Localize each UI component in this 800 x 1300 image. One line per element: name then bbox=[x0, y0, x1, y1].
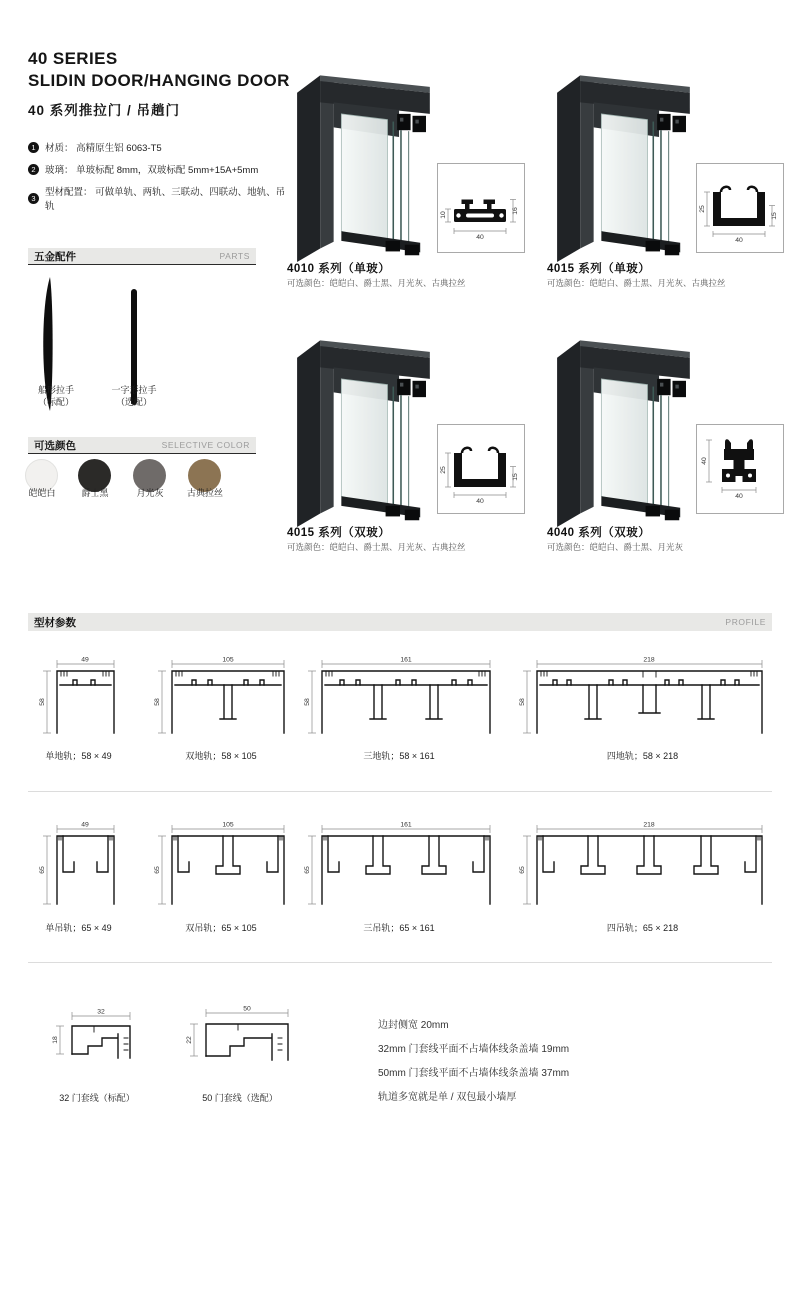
svg-text:49: 49 bbox=[81, 821, 89, 829]
spec-text: 材质： 高精原生铝 6063-T5 bbox=[45, 143, 162, 154]
profile-cross-section bbox=[438, 425, 522, 511]
door-render-image bbox=[285, 60, 440, 262]
casing-caption: 32 门套线（标配） bbox=[59, 1093, 135, 1103]
casing-diagram-50 bbox=[178, 998, 302, 1086]
spec-number-badge: 2 bbox=[28, 164, 39, 175]
svg-text:49: 49 bbox=[81, 656, 89, 664]
svg-text:218: 218 bbox=[643, 821, 655, 829]
door-render-image bbox=[545, 60, 700, 262]
spec-text: 玻璃： 单玻标配 8mm，双玻标配 5mm+15A+5mm bbox=[45, 165, 259, 176]
handle-name: 船形拉手 bbox=[37, 385, 74, 395]
svg-text:25: 25 bbox=[440, 466, 447, 474]
spec-text: 型材配置： 可做单轨、两轨、三联动、四联动、地轨、吊轨 bbox=[45, 187, 286, 212]
handle-name: 一字形拉手 bbox=[111, 385, 157, 395]
color-label: 爵士黑 bbox=[81, 488, 109, 498]
spec-list bbox=[28, 140, 288, 220]
color-label: 月光灰 bbox=[136, 488, 164, 498]
spec-item bbox=[28, 184, 288, 212]
note-line: 边封侧宽 20mm bbox=[378, 1020, 449, 1031]
svg-text:105: 105 bbox=[222, 821, 234, 829]
hanging-rail-diagram-4 bbox=[515, 820, 770, 912]
rail-caption: 单吊轨；65 × 49 bbox=[45, 923, 112, 933]
handle-caption bbox=[104, 384, 164, 408]
profile-title: 型材参数 bbox=[34, 616, 76, 629]
profile-cross-section-box bbox=[696, 424, 784, 514]
rail-caption: 三吊轨；65 × 161 bbox=[363, 923, 435, 933]
svg-text:58: 58 bbox=[304, 698, 311, 706]
parts-subtitle: PARTS bbox=[219, 251, 250, 261]
notes-block bbox=[378, 1014, 569, 1110]
section-divider bbox=[28, 962, 772, 963]
svg-text:161: 161 bbox=[400, 656, 412, 664]
hanging-rail-diagram-3 bbox=[300, 820, 498, 912]
svg-text:18: 18 bbox=[52, 1036, 59, 1044]
svg-text:15: 15 bbox=[512, 473, 519, 481]
svg-text:105: 105 bbox=[222, 656, 234, 664]
svg-text:65: 65 bbox=[39, 866, 46, 874]
parts-title: 五金配件 bbox=[34, 250, 76, 263]
hanging-rail-diagram-2 bbox=[150, 820, 292, 912]
product-colors-caption: 可选颜色：皑皑白、爵士黑、月光灰、古典拉丝 bbox=[547, 278, 726, 288]
ground-rail-diagram-2 bbox=[150, 655, 292, 741]
page-title-cn: 40 系列推拉门 / 吊趟门 bbox=[28, 103, 181, 118]
profile-cross-section bbox=[438, 164, 522, 250]
svg-text:15: 15 bbox=[771, 212, 778, 220]
svg-text:10: 10 bbox=[440, 211, 447, 219]
svg-text:32: 32 bbox=[97, 1008, 105, 1016]
spec-number-badge: 1 bbox=[28, 142, 39, 153]
svg-text:65: 65 bbox=[519, 866, 526, 874]
svg-text:22: 22 bbox=[186, 1036, 193, 1044]
handle-note: （标配） bbox=[37, 397, 74, 407]
spec-item bbox=[28, 140, 288, 154]
rail-caption: 双吊轨；65 × 105 bbox=[185, 923, 257, 933]
spec-number-badge: 3 bbox=[28, 193, 39, 204]
profile-cross-section bbox=[697, 425, 781, 511]
door-render-image bbox=[545, 325, 700, 527]
svg-text:40: 40 bbox=[735, 237, 743, 244]
svg-text:58: 58 bbox=[519, 698, 526, 706]
svg-text:50: 50 bbox=[243, 1005, 251, 1013]
profile-cross-section-box bbox=[696, 163, 784, 253]
color-label: 皑皑白 bbox=[28, 488, 56, 498]
rail-caption: 三地轨；58 × 161 bbox=[363, 751, 435, 761]
product-title: 4010 系列（单玻） bbox=[287, 263, 391, 275]
casing-caption: 50 门套线（选配） bbox=[202, 1093, 278, 1103]
svg-text:16: 16 bbox=[512, 207, 519, 215]
note-line: 轨道多宽就是单 / 双包最小墙厚 bbox=[378, 1092, 517, 1103]
color-label: 古典拉丝 bbox=[186, 488, 223, 498]
profile-subtitle: PROFILE bbox=[725, 617, 766, 627]
svg-text:65: 65 bbox=[154, 866, 161, 874]
casing-diagram-32 bbox=[42, 1002, 142, 1086]
spec-item bbox=[28, 162, 288, 176]
handle-note: （选配） bbox=[115, 397, 152, 407]
colors-subtitle: SELECTIVE COLOR bbox=[161, 440, 250, 450]
product-colors-caption: 可选颜色：皑皑白、爵士黑、月光灰、古典拉丝 bbox=[287, 542, 466, 552]
product-title: 4040 系列（双玻） bbox=[547, 527, 651, 539]
colors-title: 可选颜色 bbox=[34, 439, 76, 452]
product-title: 4015 系列（双玻） bbox=[287, 527, 391, 539]
handle-caption bbox=[26, 384, 86, 408]
profile-cross-section-box bbox=[437, 424, 525, 514]
profile-section-header bbox=[28, 613, 772, 631]
svg-text:40: 40 bbox=[476, 234, 484, 241]
section-divider bbox=[28, 791, 772, 792]
parts-section-header bbox=[28, 248, 256, 265]
svg-text:25: 25 bbox=[699, 205, 706, 213]
rail-caption: 双地轨；58 × 105 bbox=[185, 751, 257, 761]
rail-caption: 四地轨；58 × 218 bbox=[606, 751, 679, 761]
profile-cross-section-box bbox=[437, 163, 525, 253]
rail-caption: 四吊轨；65 × 218 bbox=[606, 923, 679, 933]
product-title: 4015 系列（单玻） bbox=[547, 263, 651, 275]
profile-cross-section bbox=[697, 164, 781, 250]
ground-rail-diagram-1 bbox=[35, 655, 122, 741]
note-line: 50mm 门套线平面不占墙体线条盖墙 37mm bbox=[378, 1068, 570, 1079]
svg-text:58: 58 bbox=[39, 698, 46, 706]
svg-text:40: 40 bbox=[476, 498, 484, 505]
page-title-block bbox=[28, 48, 290, 119]
rail-caption: 单地轨；58 × 49 bbox=[45, 751, 112, 761]
note-line: 32mm 门套线平面不占墙体线条盖墙 19mm bbox=[378, 1044, 570, 1055]
svg-text:40: 40 bbox=[735, 493, 743, 500]
ground-rail-diagram-4 bbox=[515, 655, 770, 741]
svg-text:58: 58 bbox=[154, 698, 161, 706]
page-title-en-2: SLIDIN DOOR/HANGING DOOR bbox=[28, 71, 290, 90]
hanging-rail-diagram-1 bbox=[35, 820, 122, 912]
colors-section-header bbox=[28, 437, 256, 454]
svg-text:65: 65 bbox=[304, 866, 311, 874]
page-title-en-1: 40 SERIES bbox=[28, 49, 118, 68]
door-render-image bbox=[285, 325, 440, 527]
svg-text:40: 40 bbox=[701, 457, 708, 465]
product-colors-caption: 可选颜色：皑皑白、爵士黑、月光灰、古典拉丝 bbox=[287, 278, 466, 288]
product-colors-caption: 可选颜色：皑皑白、爵士黑、月光灰 bbox=[547, 542, 684, 552]
svg-text:218: 218 bbox=[643, 656, 655, 664]
ground-rail-diagram-3 bbox=[300, 655, 498, 741]
svg-text:161: 161 bbox=[400, 821, 412, 829]
